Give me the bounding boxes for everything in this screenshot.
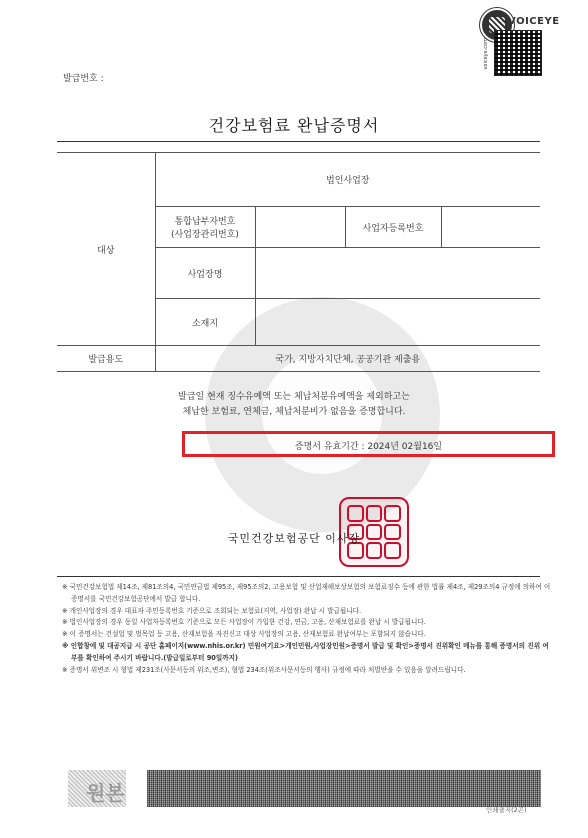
mgmt-number-value <box>255 207 345 248</box>
issuer-name: 국민건강보험공단 이사장 <box>227 532 361 545</box>
notes-rule <box>57 576 540 577</box>
voiceye-barcode <box>480 8 564 70</box>
voiceye-url: voiceye.com <box>483 38 489 70</box>
target-group-label: 대상 <box>57 153 155 346</box>
address-value <box>255 299 540 346</box>
note-item: ※ 증명서 위변조 시 형법 제231조(사문서등의 위조,변조), 형법 234조(위조사문서등의 행사) 규정에 따라 처벌받을 수 있음을 알려드립니다. <box>62 665 466 674</box>
biz-reg-number-value <box>441 207 540 248</box>
voiceye-code-icon <box>494 30 542 76</box>
statement-line-1: 발급일 현재 징수유예액 또는 체납처분유예액을 제외하고는 <box>178 392 410 402</box>
certificate-table <box>57 152 540 372</box>
validity-text: 증명서 유효기간 : 2024년 02월16일 <box>294 442 443 452</box>
note-item: ※ 인합창에 및 대공지급 시 공단 홈페이지(www.nhis.or.kr) 민원여기요>개인민원,사업장민원>증명서 발급 및 확인>증명서 진위확인 메뉴를 통해 증명서의 진위 여부를 확인하여 주시기 바랍니다.(발급일로부터 90일까지) <box>62 641 549 662</box>
validity-box <box>182 431 555 457</box>
biz-reg-number-label: 사업자등록번호 <box>345 207 441 248</box>
biz-name-label: 사업장명 <box>155 248 255 299</box>
security-pattern-band <box>147 770 541 807</box>
purpose-label: 발급용도 <box>57 346 155 372</box>
mgmt-number-label: 통합납부자번호 (사업장관리번호) <box>155 207 255 248</box>
print-note: 인쇄출지(2곤) <box>486 806 527 814</box>
title-rule <box>57 141 540 142</box>
statement-line-2: 체납한 보험료, 연체금, 체납처분비가 없음을 증명합니다. <box>182 407 406 417</box>
note-item: ※ 국민건강보험법 제14조, 제81조의4, 국민연금법 제95조, 제95조의2, 고용보험 및 산업재해보상보험의 보험료징수 등에 관한 법률 제4조, 제29조의4 규정에 의하여 이 증명서를 국민건강보험공단에서 발급 합니다. <box>62 583 551 603</box>
document-title: 건강보험료 완납증명서 <box>208 116 380 135</box>
biz-name-value <box>255 248 540 299</box>
issue-number-label: 발급번호 : <box>63 74 104 84</box>
note-item: ※ 개인사업장의 경우 대표자 주민등록번호 기준으로 조회되는 보험료(지역, 사업장) 완납 시 발급됩니다. <box>62 606 362 615</box>
purpose-value: 국가, 지방자치단체, 공공기관 제출용 <box>155 346 540 372</box>
voiceye-brand: VOICEYE <box>508 16 560 27</box>
note-item: ※ 이 증명서는 건설업 및 벌목업 등 고용, 산재보험을 자진신고 대상 사업장의 고용, 산재보험료 완납여부는 포함되지 않습니다. <box>62 630 426 639</box>
original-mark-icon: 원본 <box>68 770 126 807</box>
note-item: ※ 법인사업장의 경우 동일 사업자등록번호 기준으로 모든 사업장이 가입한 건강, 연금, 고용, 산재보험료를 완납 시 발급됩니다. <box>62 618 426 627</box>
address-label: 소재지 <box>155 299 255 346</box>
notes-list <box>62 582 552 676</box>
company-type-value: 법인사업장 <box>155 153 540 207</box>
